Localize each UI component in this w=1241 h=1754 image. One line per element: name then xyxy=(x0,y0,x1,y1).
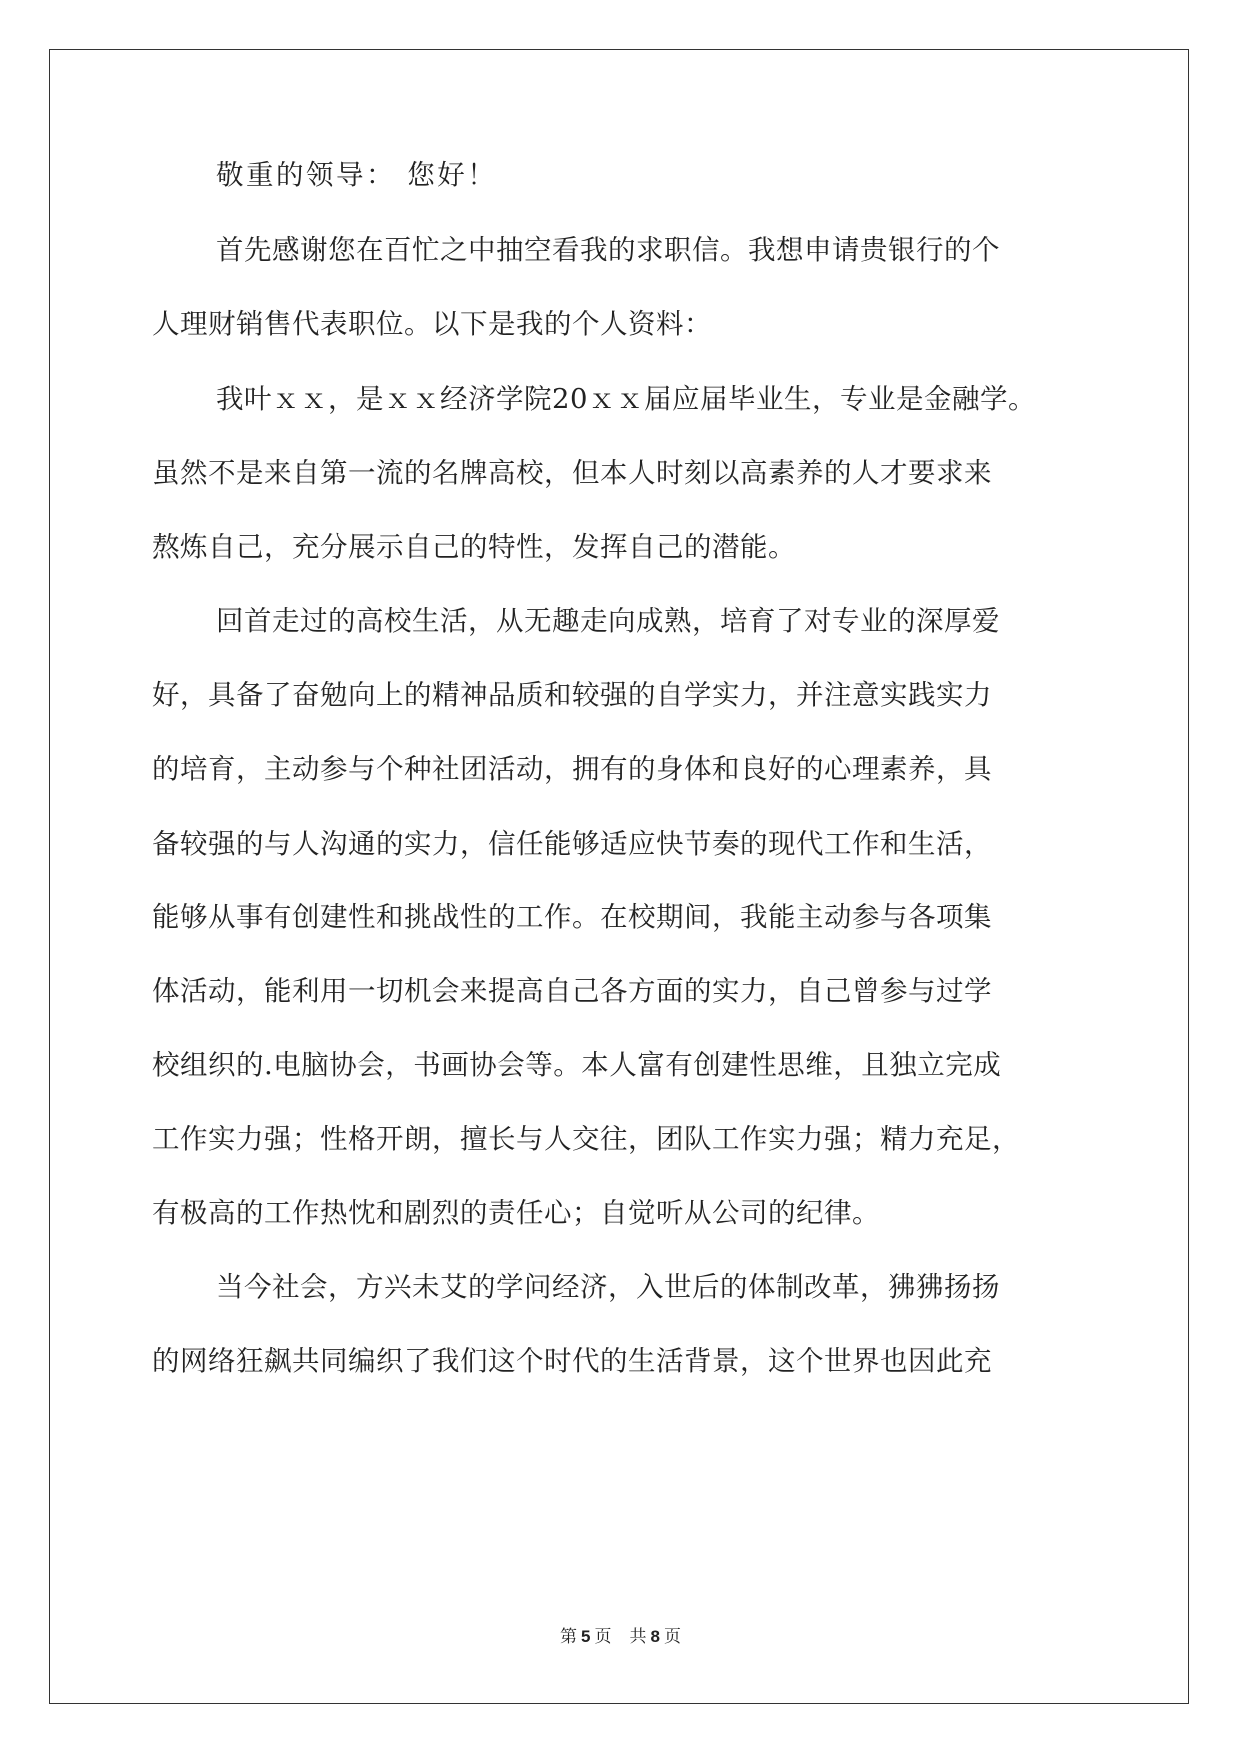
body-line: 的培育，主动参与个种社团活动，拥有的身体和良好的心理素养，具 xyxy=(152,753,992,785)
salutation-line: 敬重的领导： 您好！ xyxy=(216,159,498,191)
body-line: 回首走过的高校生活，从无趣走向成熟，培育了对专业的深厚爱 xyxy=(216,605,1000,637)
body-line: 能够从事有创建性和挑战性的工作。在校期间，我能主动参与各项集 xyxy=(152,901,992,933)
footer-prefix: 第 xyxy=(560,1627,578,1647)
page-footer xyxy=(0,1622,1241,1647)
body-line: 我叶ｘｘ，是ｘｘ经济学院20ｘｘ届应届毕业生，专业是金融学。 xyxy=(216,383,1036,415)
footer-page-word: 页 xyxy=(594,1627,612,1647)
footer-suffix: 页 xyxy=(663,1627,681,1647)
page-border xyxy=(49,49,1189,1704)
body-line: 人理财销售代表职位。以下是我的个人资料： xyxy=(152,308,712,340)
total-page-number: 8 xyxy=(650,1627,660,1646)
body-line: 的网络狂飙共同编织了我们这个时代的生活背景，这个世界也因此充 xyxy=(152,1345,992,1377)
body-line: 有极高的工作热忱和剧烈的责任心；自觉听从公司的纪律。 xyxy=(152,1197,880,1229)
body-line: 工作实力强；性格开朗，擅长与人交往，团队工作实力强；精力充足， xyxy=(152,1123,1020,1155)
body-line: 首先感谢您在百忙之中抽空看我的求职信。我想申请贵银行的个 xyxy=(216,234,1000,266)
body-line: 体活动，能利用一切机会来提高自己各方面的实力，自己曾参与过学 xyxy=(152,975,992,1007)
current-page-number: 5 xyxy=(581,1627,591,1646)
body-line: 虽然不是来自第一流的名牌高校，但本人时刻以高素养的人才要求来 xyxy=(152,457,992,489)
body-line: 备较强的与人沟通的实力，信任能够适应快节奏的现代工作和生活， xyxy=(152,828,992,860)
body-line: 好，具备了奋勉向上的精神品质和较强的自学实力，并注意实践实力 xyxy=(152,679,992,711)
body-line: 熬炼自己，充分展示自己的特性，发挥自己的潜能。 xyxy=(152,531,796,563)
body-line: 当今社会，方兴未艾的学问经济，入世后的体制改革，狒狒扬扬 xyxy=(216,1271,1000,1303)
body-line: 校组织的.电脑协会，书画协会等。本人富有创建性思维，且独立完成 xyxy=(152,1049,1002,1081)
footer-total-prefix: 共 xyxy=(629,1627,647,1647)
